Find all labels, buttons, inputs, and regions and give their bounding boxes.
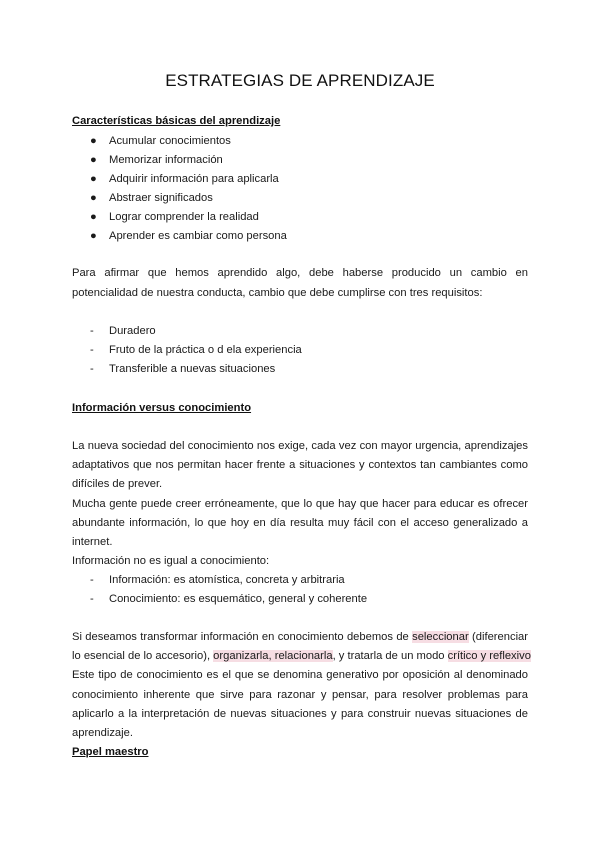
- list-item: Abstraer significados: [109, 192, 213, 204]
- paragraph-line: potencialidad de nuestra conducta, cambio que debe cumplirse con tres requisitos:: [72, 287, 483, 299]
- list-item: Información: es atomística, concreta y arbitraria: [109, 574, 345, 586]
- list-item: Acumular conocimientos: [109, 135, 231, 147]
- list-item: Adquirir información para aplicarla: [109, 173, 279, 185]
- paragraph-line: conocimiento inherente que sirve para razonar y pensar, para resolver problemas para: [72, 689, 528, 701]
- list-item: Duradero: [109, 325, 156, 337]
- highlighted-text: crítico y reflexivo: [447, 650, 531, 662]
- bullet-icon: ●: [90, 154, 97, 166]
- paragraph-line-highlighted: [72, 650, 531, 662]
- text-run: , y tratarla de un modo: [332, 650, 448, 662]
- highlighted-text: seleccionar: [412, 631, 469, 643]
- dash-marker: -: [90, 344, 94, 356]
- page-title: ESTRATEGIAS DE APRENDIZAJE: [165, 71, 435, 90]
- list-item: Aprender es cambiar como persona: [109, 230, 287, 242]
- paragraph-line: Este tipo de conocimiento es el que se denomina generativo por oposición al denominado: [72, 669, 528, 681]
- paragraph-line: aplicarlo a la interpretación de nuevas situaciones y para construir nuevas situaciones de: [72, 708, 528, 720]
- paragraph-line: aprendizaje.: [72, 727, 133, 739]
- bullet-icon: ●: [90, 230, 97, 242]
- paragraph-line: difíciles de prever.: [72, 478, 163, 490]
- paragraph-line: Para afirmar que hemos aprendido algo, debe haberse producido un cambio en: [72, 267, 528, 279]
- dash-marker: -: [90, 593, 94, 605]
- paragraph-line: Mucha gente puede creer erróneamente, que lo que hay que hacer para educar es ofrecer: [72, 498, 528, 510]
- paragraph-line: internet.: [72, 536, 113, 548]
- list-item: Memorizar información: [109, 154, 223, 166]
- text-run: (diferenciar: [468, 631, 528, 643]
- paragraph-line: Información no es igual a conocimiento:: [72, 555, 270, 567]
- text-run: Si deseamos transformar información en conocimiento debemos de: [72, 631, 413, 643]
- section-heading-papel-maestro: Papel maestro: [72, 746, 149, 758]
- paragraph-line-highlighted: [72, 631, 528, 643]
- paragraph-line: adaptativos que nos permitan hacer frente a situaciones y contextos tan cambiantes como: [72, 459, 528, 471]
- list-item: Transferible a nuevas situaciones: [109, 363, 276, 375]
- dash-marker: -: [90, 325, 94, 337]
- bullet-icon: ●: [90, 192, 97, 204]
- dash-marker: -: [90, 363, 94, 375]
- bullet-icon: ●: [90, 173, 97, 185]
- highlighted-text: organizarla, relacionarla: [213, 650, 333, 662]
- list-item: Lograr comprender la realidad: [109, 211, 259, 223]
- bullet-icon: ●: [90, 135, 97, 147]
- bullet-icon: ●: [90, 211, 97, 223]
- text-run: lo esencial de lo accesorio),: [72, 650, 214, 662]
- section-heading-caracteristicas: Características básicas del aprendizaje: [72, 115, 281, 127]
- list-item: Fruto de la práctica o d ela experiencia: [109, 344, 302, 356]
- dash-marker: -: [90, 574, 94, 586]
- paragraph-line: La nueva sociedad del conocimiento nos exige, cada vez con mayor urgencia, aprendizajes: [72, 440, 528, 452]
- paragraph-line: abundante información, lo que hoy en día resulta muy fácil con el acceso generalizado a: [72, 517, 528, 529]
- section-heading-informacion: Información versus conocimiento: [72, 402, 252, 414]
- list-item: Conocimiento: es esquemático, general y coherente: [109, 593, 368, 605]
